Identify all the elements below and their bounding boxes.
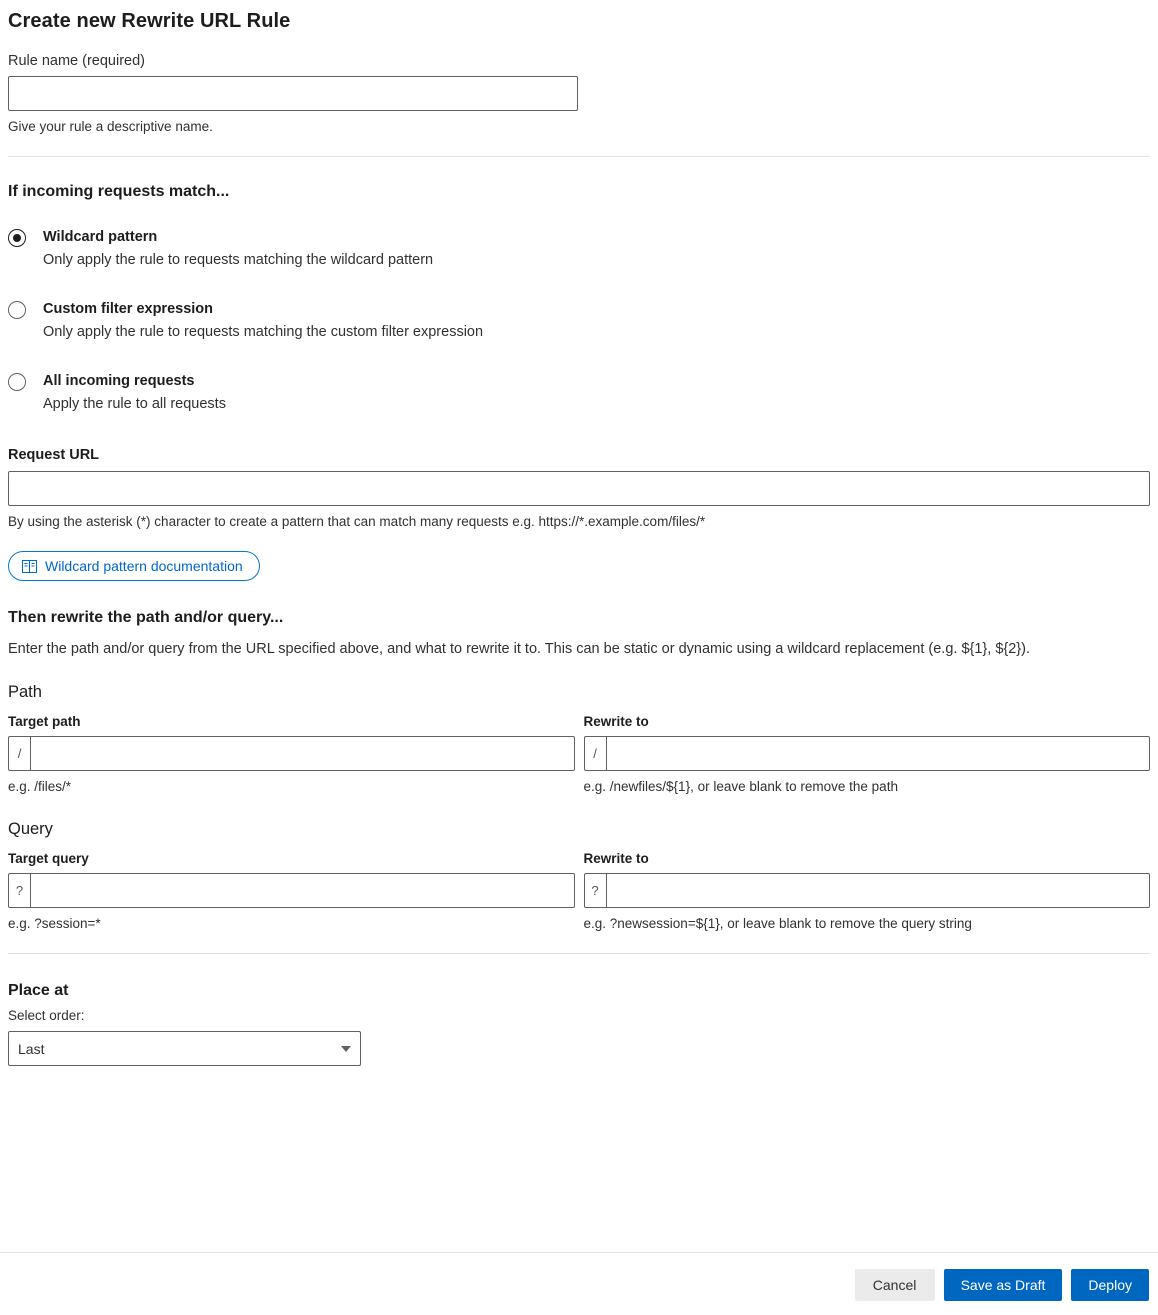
radio-description-all-incoming-requests: Apply the rule to all requests	[43, 396, 226, 413]
rewrite-query-prefix: ?	[584, 873, 606, 908]
rule-name-label: Rule name (required)	[8, 53, 146, 69]
select-order-dropdown[interactable]	[8, 1031, 361, 1066]
target-query-hint: e.g. ?session=*	[8, 916, 101, 932]
radio-icon-custom-filter-expression[interactable]	[8, 301, 26, 319]
radio-icon-all-incoming-requests[interactable]	[8, 373, 26, 391]
select-order-value: Last	[18, 1040, 45, 1057]
path-fields-row	[8, 714, 1150, 794]
rewrite-query-label: Rewrite to	[583, 851, 649, 867]
radio-icon-wildcard-pattern[interactable]	[8, 229, 26, 247]
wildcard-pattern-documentation-label: Wildcard pattern documentation	[45, 558, 243, 575]
request-url-input[interactable]	[8, 471, 1150, 506]
radio-option-all-incoming-requests[interactable]	[8, 371, 1150, 415]
target-path-field	[8, 714, 575, 794]
radio-label-custom-filter-expression: Custom filter expression	[43, 301, 214, 318]
target-path-input[interactable]	[30, 736, 575, 771]
radio-option-wildcard-pattern[interactable]	[8, 227, 1150, 271]
match-radio-group	[8, 227, 1150, 415]
target-path-hint: e.g. /files/*	[8, 779, 72, 795]
footer-spacer	[8, 1066, 1150, 1162]
rewrite-query-input[interactable]	[606, 873, 1151, 908]
place-at-heading: Place at	[8, 982, 69, 1000]
rule-name-input[interactable]	[8, 76, 578, 111]
target-path-prefix: /	[8, 736, 30, 771]
rewrite-path-hint: e.g. /newfiles/${1}, or leave blank to remove the path	[583, 779, 898, 795]
radio-description-wildcard-pattern: Only apply the rule to requests matching the wildcard pattern	[43, 252, 434, 269]
form-footer	[0, 1252, 1158, 1315]
radio-option-custom-filter-expression[interactable]	[8, 299, 1150, 343]
section-divider	[8, 156, 1150, 157]
rewrite-path-input[interactable]	[606, 736, 1151, 771]
rewrite-section-description: Enter the path and/or query from the URL specified above, and what to rewrite it to. This can be static or dynamic using a wildcard replacement (e.g. ${1}, ${2}).	[8, 641, 1031, 658]
match-section-title: If incoming requests match...	[8, 183, 230, 200]
target-query-field	[8, 851, 575, 931]
target-query-input[interactable]	[30, 873, 575, 908]
rewrite-path-field	[584, 714, 1151, 794]
query-fields-row	[8, 851, 1150, 931]
radio-label-all-incoming-requests: All incoming requests	[43, 373, 195, 390]
request-url-helper: By using the asterisk (*) character to create a pattern that can match many requests e.g. https://*.example.com/files/*	[8, 514, 706, 530]
page-title: Create new Rewrite URL Rule	[8, 10, 291, 32]
cancel-button[interactable]: Cancel	[855, 1269, 935, 1301]
select-order-label: Select order:	[8, 1008, 85, 1024]
rewrite-url-rule-form	[0, 10, 1158, 1162]
query-group-heading: Query	[8, 820, 53, 839]
rewrite-section-title: Then rewrite the path and/or query...	[8, 609, 284, 627]
rewrite-path-prefix: /	[584, 736, 606, 771]
request-url-label: Request URL	[8, 447, 100, 464]
rewrite-path-label: Rewrite to	[583, 714, 649, 730]
radio-label-wildcard-pattern: Wildcard pattern	[43, 229, 158, 245]
save-as-draft-button[interactable]: Save as Draft	[944, 1269, 1063, 1301]
radio-description-custom-filter-expression: Only apply the rule to requests matching the custom filter expression	[43, 324, 484, 341]
target-path-label: Target path	[8, 714, 81, 730]
deploy-button[interactable]: Deploy	[1071, 1269, 1149, 1301]
target-query-prefix: ?	[8, 873, 30, 908]
rewrite-query-hint: e.g. ?newsession=${1}, or leave blank to remove the query string	[583, 916, 972, 932]
place-at-divider	[8, 953, 1150, 954]
rule-name-helper: Give your rule a descriptive name.	[8, 119, 213, 134]
chevron-down-icon[interactable]	[341, 1046, 351, 1052]
rewrite-query-field	[584, 851, 1151, 931]
path-group-heading: Path	[8, 683, 42, 702]
wildcard-pattern-documentation-button[interactable]	[8, 551, 260, 581]
target-query-label: Target query	[8, 851, 89, 867]
book-icon	[22, 560, 37, 573]
